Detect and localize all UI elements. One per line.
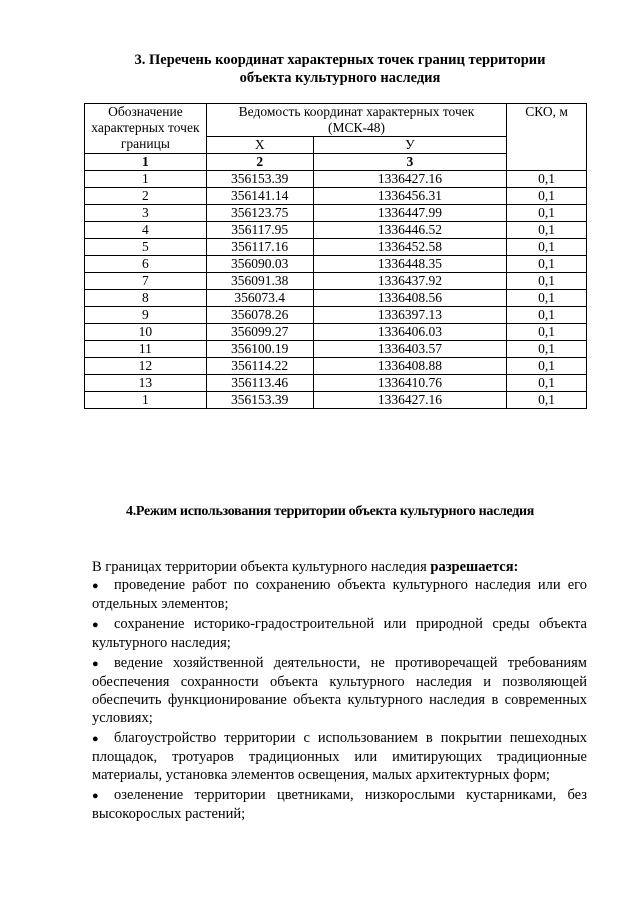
coordinates-table-header bbox=[85, 104, 587, 171]
cell-sko: 0,1 bbox=[507, 239, 587, 256]
cell-y: 1336456.31 bbox=[313, 188, 507, 205]
allowed-activities-list bbox=[92, 576, 587, 825]
cell-point: 1 bbox=[85, 171, 207, 188]
section-3-title-line-1: 3. Перечень координат характерных точек границ территории bbox=[134, 52, 546, 68]
cell-sko: 0,1 bbox=[507, 188, 587, 205]
cell-point: 11 bbox=[85, 341, 207, 358]
cell-y: 1336448.35 bbox=[313, 256, 507, 273]
cell-x: 356078.26 bbox=[206, 307, 313, 324]
bullet-icon: ● bbox=[92, 580, 99, 592]
cell-y: 1336427.16 bbox=[313, 392, 507, 409]
cell-x: 356114.22 bbox=[206, 358, 313, 375]
coordinates-table bbox=[84, 103, 587, 409]
table-row bbox=[85, 358, 587, 375]
list-item bbox=[92, 615, 587, 652]
cell-sko: 0,1 bbox=[507, 171, 587, 188]
cell-x: 356141.14 bbox=[206, 188, 313, 205]
section-4-title: 4.Режим использования территории объекта культурного наследия bbox=[126, 504, 535, 519]
cell-point: 13 bbox=[85, 375, 207, 392]
cell-y: 1336408.88 bbox=[313, 358, 507, 375]
cell-sko: 0,1 bbox=[507, 324, 587, 341]
table-row bbox=[85, 188, 587, 205]
table-row bbox=[85, 222, 587, 239]
intro-text: В границах территории объекта культурного наследия bbox=[92, 559, 431, 575]
cell-x: 356091.38 bbox=[206, 273, 313, 290]
section-3-title bbox=[100, 51, 580, 87]
cell-x: 356100.19 bbox=[206, 341, 313, 358]
cell-y: 1336446.52 bbox=[313, 222, 507, 239]
cell-x: 356123.75 bbox=[206, 205, 313, 222]
cell-point: 6 bbox=[85, 256, 207, 273]
cell-sko: 0,1 bbox=[507, 392, 587, 409]
cell-point: 8 bbox=[85, 290, 207, 307]
section-4-intro bbox=[92, 558, 587, 576]
cell-point: 4 bbox=[85, 222, 207, 239]
cell-x: 356073.4 bbox=[206, 290, 313, 307]
header-points: Обозначение характерных точек границы bbox=[85, 104, 207, 154]
table-row bbox=[85, 273, 587, 290]
cell-sko: 0,1 bbox=[507, 290, 587, 307]
column-number-2: 2 bbox=[206, 154, 313, 171]
cell-y: 1336447.99 bbox=[313, 205, 507, 222]
cell-y: 1336403.57 bbox=[313, 341, 507, 358]
table-row bbox=[85, 307, 587, 324]
cell-sko: 0,1 bbox=[507, 256, 587, 273]
cell-sko: 0,1 bbox=[507, 307, 587, 324]
header-x: Х bbox=[206, 137, 313, 154]
cell-point: 12 bbox=[85, 358, 207, 375]
cell-y: 1336397.13 bbox=[313, 307, 507, 324]
cell-point: 2 bbox=[85, 188, 207, 205]
cell-sko: 0,1 bbox=[507, 375, 587, 392]
cell-x: 356099.27 bbox=[206, 324, 313, 341]
list-item bbox=[92, 576, 587, 613]
list-item-text: благоустройство территории с использованием в покрытии пешеходных площадок, тротуаров традиционных или имитирующих традиционные материалы, установка элементов освещения, малых архитектурных форм; bbox=[92, 730, 587, 783]
table-row bbox=[85, 392, 587, 409]
list-item bbox=[92, 729, 587, 784]
table-row bbox=[85, 375, 587, 392]
coordinates-table-body bbox=[85, 171, 587, 409]
cell-point: 9 bbox=[85, 307, 207, 324]
cell-point: 1 bbox=[85, 392, 207, 409]
header-statement: Ведомость координат характерных точек (МСК-48) bbox=[206, 104, 506, 137]
cell-y: 1336452.58 bbox=[313, 239, 507, 256]
cell-x: 356153.39 bbox=[206, 171, 313, 188]
list-item bbox=[92, 654, 587, 727]
table-row bbox=[85, 239, 587, 256]
cell-x: 356113.46 bbox=[206, 375, 313, 392]
cell-x: 356117.95 bbox=[206, 222, 313, 239]
cell-x: 356117.16 bbox=[206, 239, 313, 256]
list-item-text: озеленение территории цветниками, низкорослыми кустарниками, без высокорослых растений; bbox=[92, 787, 587, 822]
cell-point: 5 bbox=[85, 239, 207, 256]
table-row bbox=[85, 324, 587, 341]
column-number-1: 1 bbox=[85, 154, 207, 171]
table-row bbox=[85, 205, 587, 222]
list-item bbox=[92, 786, 587, 823]
bullet-icon: ● bbox=[92, 658, 99, 670]
bullet-icon: ● bbox=[92, 733, 99, 745]
cell-sko: 0,1 bbox=[507, 273, 587, 290]
column-number-3: 3 bbox=[313, 154, 507, 171]
intro-bold-text: разрешается: bbox=[430, 559, 519, 575]
table-row bbox=[85, 290, 587, 307]
cell-y: 1336406.03 bbox=[313, 324, 507, 341]
cell-y: 1336410.76 bbox=[313, 375, 507, 392]
table-row bbox=[85, 256, 587, 273]
bullet-icon: ● bbox=[92, 790, 99, 802]
list-item-text: ведение хозяйственной деятельности, не противоречащей требованиям обеспечения сохранности объекта культурного наследия и позволяющей обеспечить функционирование объекта культурного наследия в современных условиях; bbox=[92, 655, 587, 726]
cell-sko: 0,1 bbox=[507, 358, 587, 375]
cell-point: 10 bbox=[85, 324, 207, 341]
cell-sko: 0,1 bbox=[507, 341, 587, 358]
list-item-text: проведение работ по сохранению объекта культурного наследия или его отдельных элементов; bbox=[92, 577, 587, 612]
section-3-title-line-2: объекта культурного наследия bbox=[239, 70, 441, 86]
list-item-text: сохранение историко-градостроительной или природной среды объекта культурного наследия; bbox=[92, 616, 587, 651]
cell-x: 356090.03 bbox=[206, 256, 313, 273]
table-row bbox=[85, 171, 587, 188]
cell-sko: 0,1 bbox=[507, 222, 587, 239]
header-y: У bbox=[313, 137, 507, 154]
cell-y: 1336408.56 bbox=[313, 290, 507, 307]
table-row bbox=[85, 341, 587, 358]
cell-point: 7 bbox=[85, 273, 207, 290]
cell-x: 356153.39 bbox=[206, 392, 313, 409]
cell-point: 3 bbox=[85, 205, 207, 222]
bullet-icon: ● bbox=[92, 619, 99, 631]
header-sko: СКО, м bbox=[507, 104, 587, 171]
cell-sko: 0,1 bbox=[507, 205, 587, 222]
cell-y: 1336437.92 bbox=[313, 273, 507, 290]
cell-y: 1336427.16 bbox=[313, 171, 507, 188]
